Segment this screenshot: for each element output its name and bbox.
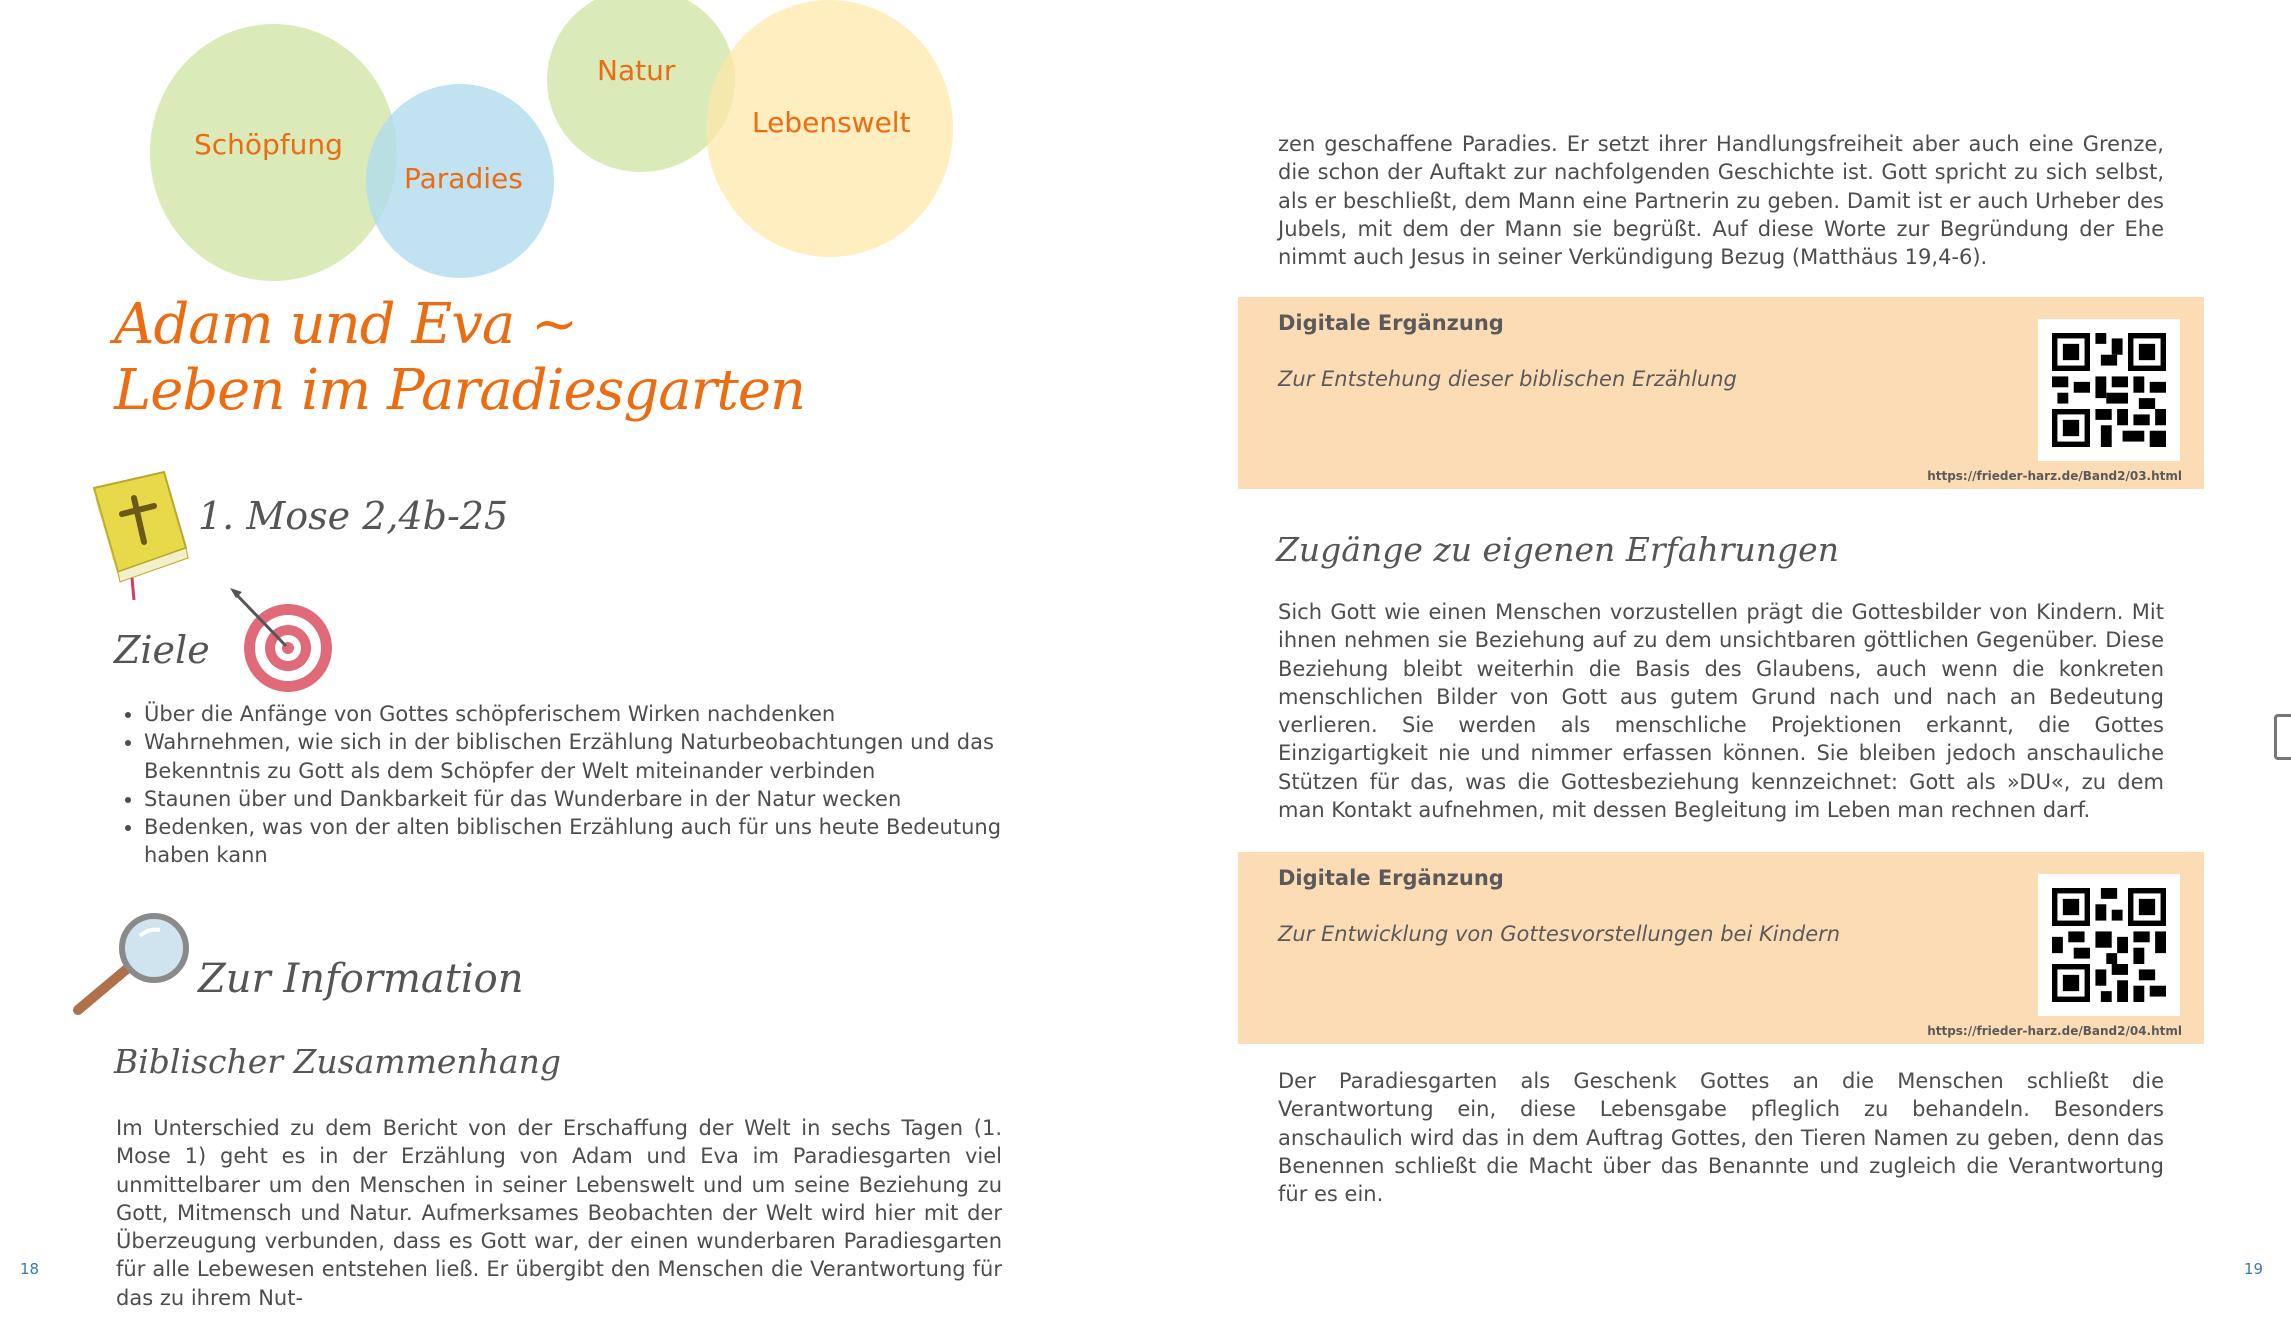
title-line-1: Adam und Eva ~: [114, 292, 577, 357]
page-title: [114, 292, 914, 424]
responsibility-paragraph: Der Paradiesgarten als Geschenk Gottes an die Menschen schließt die Verantwortung ein, diese Lebensgabe pfleglich zu behandeln. Besonders anschaulich wird das in dem Auftrag Gottes, den Tieren Namen zu geben, denn das Benennen schließt die Macht über das Benannte und zugleich die Verantwortung für es ein.: [1278, 1069, 2164, 1207]
digital-box-title: Digitale Ergänzung: [1278, 866, 1504, 890]
goal-item: • Staunen über und Dankbarkeit für das Wunderbare in der Natur wecken: [144, 785, 1034, 813]
target-icon: [226, 586, 336, 696]
qr-code-icon[interactable]: [2038, 874, 2180, 1016]
goal-item: • Über die Anfänge von Gottes schöpferischem Wirken nachdenken: [144, 700, 1034, 728]
digital-box-url[interactable]: https://frieder-harz.de/Band2/04.html: [1927, 1024, 2182, 1038]
goal-item: • Bedenken, was von der alten biblischen Erzählung auch für uns heute Bedeutung haben kann: [144, 813, 1034, 870]
page-turn-icon[interactable]: [2274, 714, 2291, 760]
page-number-left: 18: [20, 1260, 40, 1278]
digital-box-subtitle: Zur Entwicklung von Gottesvorstellungen bei Kindern: [1278, 922, 1841, 946]
digital-box-1: [1238, 297, 2204, 489]
digital-box-title: Digitale Ergänzung: [1278, 311, 1504, 335]
circle-label-natur: Natur: [597, 54, 676, 87]
page-number-right: 19: [2244, 1260, 2264, 1278]
digital-box-url[interactable]: https://frieder-harz.de/Band2/03.html: [1927, 469, 2182, 483]
title-line-2: Leben im Paradiesgarten: [114, 358, 806, 423]
circle-label-schoepfung: Schöpfung: [194, 128, 343, 161]
goals-heading: Ziele: [114, 628, 210, 672]
digital-box-2: [1238, 852, 2204, 1044]
bible-icon: [84, 468, 194, 603]
continuation-paragraph: zen geschaffene Paradies. Er setzt ihrer Handlungsfreiheit aber auch eine Grenze, die schon der Auftakt zur nachfolgenden Geschichte ist. Gott spricht zu sich selbst, als er beschließt, dem Mann eine Partnerin zu geben. Damit ist er auch Urheber des Jubels, mit dem der Mann sie begrüßt. Auf diese Worte zur Begründung der Ehe nimmt auch Jesus in seiner Verkündigung Bezug (Matthäus 19,4-6).: [1278, 132, 2164, 270]
digital-box-subtitle: Zur Entstehung dieser biblischen Erzählung: [1278, 367, 1737, 391]
circle-label-lebenswelt: Lebenswelt: [752, 106, 911, 139]
circle-label-paradies: Paradies: [404, 162, 523, 195]
info-subheading: Biblischer Zusammenhang: [114, 1042, 561, 1081]
info-paragraph: Im Unterschied zu dem Bericht von der Erschaffung der Welt in sechs Tagen (1. Mose 1) geht es in der Erzählung von Adam und Eva im Paradiesgarten viel unmittelbarer um den Menschen in seiner Lebenswelt und um seine Beziehung zu Gott, Mitmensch und Natur. Aufmerksames Beobachten der Welt wird hier mit der Überzeugung verbunden, dass es Gott war, der einen wunderbaren Paradiesgarten für alle Lebewesen entstehen ließ. Er übergibt den Menschen die Verantwortung für das zu ihrem Nut-: [116, 1116, 1002, 1310]
goals-list: [114, 700, 1034, 870]
goal-item: • Wahrnehmen, wie sich in der biblischen Erzählung Naturbeobachtungen und das Bekenntnis zu Gott als dem Schöpfer der Welt miteinander verbinden: [144, 728, 1034, 785]
bible-reference: 1. Mose 2,4b-25: [198, 494, 509, 538]
experiences-paragraph: Sich Gott wie einen Menschen vorzustellen prägt die Gottesbilder von Kindern. Mit ihnen nehmen sie Beziehung auf zu dem unsichtbaren göttlichen Gegenüber. Diese Beziehung bleibt weiterhin die Basis des Glaubens, auch wenn die konkreten menschlichen Bilder von Gott aus gutem Grund nach und nach an Bedeutung verlieren. Sie werden als menschliche Projektionen erkannt, die Gottes Einzigartigkeit nie und nimmer erfassen können. Sie bleiben jedoch anschauliche Stützen für das, was die Gottesbeziehung kennzeichnet: Gott als »DU«, zu dem man Kontakt aufnehmen, mit dessen Begleitung im Leben man rechnen darf.: [1278, 600, 2164, 823]
magnifier-icon: [70, 910, 195, 1020]
qr-code-icon[interactable]: [2038, 319, 2180, 461]
section-heading: Zugänge zu eigenen Erfahrungen: [1276, 530, 1839, 569]
info-heading: Zur Information: [198, 956, 524, 1002]
